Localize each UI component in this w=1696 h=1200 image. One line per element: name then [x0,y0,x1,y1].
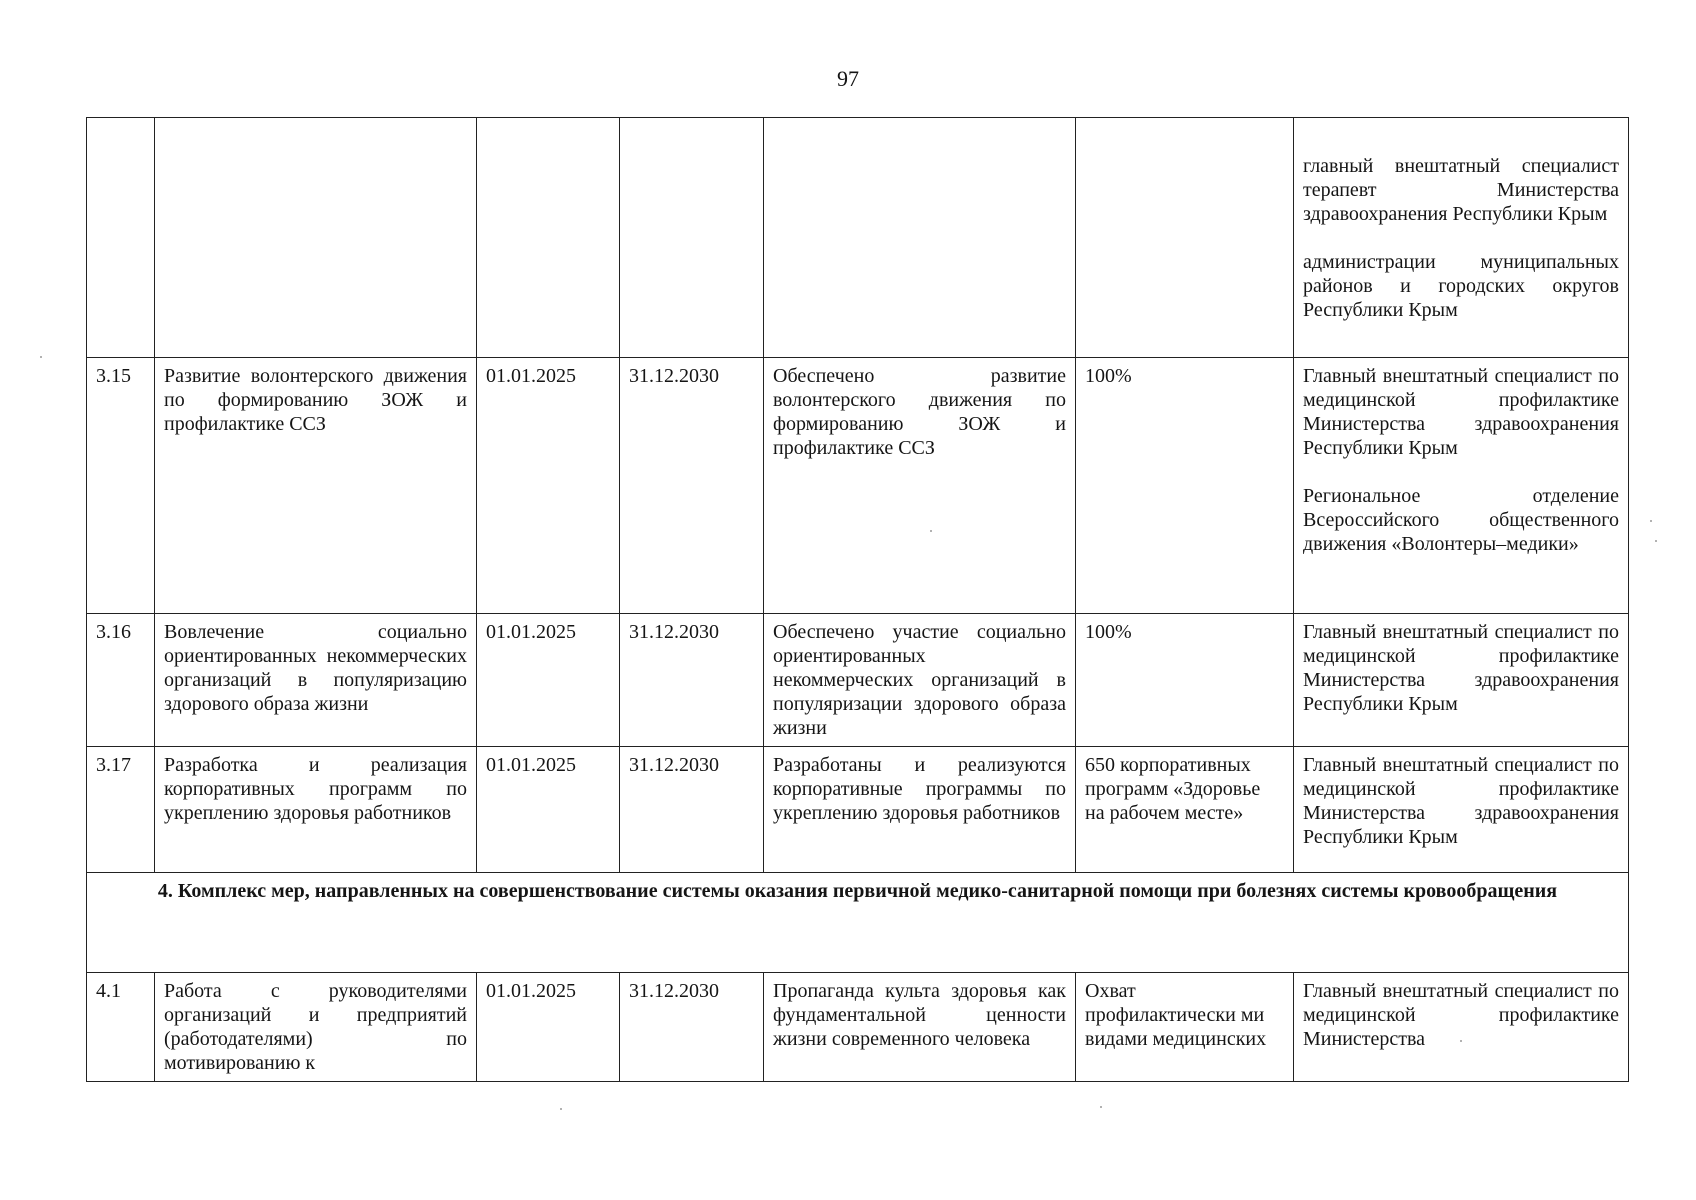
scan-speck [930,530,932,532]
table-row-continuation [87,118,1629,358]
responsible-cell [1294,358,1629,614]
start-date-cell: 01.01.2025 [477,973,620,1082]
scan-speck [560,1108,562,1110]
start-date-cell: 01.01.2025 [477,614,620,747]
responsible-cell [1294,118,1629,358]
measures-table [86,117,1629,1082]
result-cell: Обеспечено участие социально ориентированных некоммерческих организаций в популяризации здорового образа жизни [764,614,1076,747]
scan-speck [1460,1040,1462,1042]
result-cell: Разработаны и реализуются корпоративные программы по укреплению здоровья работников [764,747,1076,873]
end-date-cell: 31.12.2030 [620,614,764,747]
responsible-cell [1294,614,1629,747]
end-date-cell [620,118,764,358]
end-date-cell: 31.12.2030 [620,973,764,1082]
indicator-cell [1076,118,1294,358]
start-date-cell [477,118,620,358]
measure-name-cell [155,118,477,358]
indicator-cell: 650 корпоративных программ «Здоровье на рабочем месте» [1076,747,1294,873]
responsible-cell [1294,747,1629,873]
table-row-3-17 [87,747,1629,873]
row-number-cell: 3.15 [87,358,155,614]
end-date-cell: 31.12.2030 [620,747,764,873]
responsible-entry: Главный внештатный специалист по медицинской профилактике Министерства здравоохранения Республики Крым [1303,365,1619,459]
row-number-cell: 3.16 [87,614,155,747]
table-row-3-15 [87,358,1629,614]
table-row-3-16 [87,614,1629,747]
end-date-cell: 31.12.2030 [620,358,764,614]
responsible-entry: главный внештатный специалист терапевт Министерства здравоохранения Республики Крым [1303,155,1619,225]
responsible-entry: Главный внештатный специалист по медицинской профилактике Министерства [1303,980,1619,1050]
page-number: 97 [837,66,859,91]
row-number-cell: 3.17 [87,747,155,873]
responsible-entry: Главный внештатный специалист по медицинской профилактике Министерства здравоохранения Республики Крым [1303,621,1619,715]
indicator-cell: 100% [1076,614,1294,747]
responsible-cell [1294,973,1629,1082]
result-cell: Пропаганда культа здоровья как фундаментальной ценности жизни современного человека [764,973,1076,1082]
table-row-4-1 [87,973,1629,1082]
section-heading: 4. Комплекс мер, направленных на совершенствование системы оказания первичной медико-санитарной помощи при болезнях системы кровообращения [87,873,1629,973]
scan-speck [1650,520,1652,522]
start-date-cell: 01.01.2025 [477,747,620,873]
row-number-cell [87,118,155,358]
scan-speck [1655,540,1657,542]
measure-name-cell: Работа с руководителями организаций и предприятий (работодателями) по мотивированию к [155,973,477,1082]
scan-speck [40,356,42,358]
measure-name-cell: Разработка и реализация корпоративных программ по укреплению здоровья работников [155,747,477,873]
section-heading-row [87,873,1629,973]
measure-name-cell: Вовлечение социально ориентированных некоммерческих организаций в популяризацию здорового образа жизни [155,614,477,747]
responsible-entry: администрации муниципальных районов и городских округов Республики Крым [1303,251,1619,321]
row-number-cell: 4.1 [87,973,155,1082]
responsible-entry: Главный внештатный специалист по медицинской профилактике Министерства здравоохранения Республики Крым [1303,754,1619,848]
measure-name-cell: Развитие волонтерского движения по формированию ЗОЖ и профилактике ССЗ [155,358,477,614]
responsible-entry: Региональное отделение Всероссийского общественного движения «Волонтеры–медики» [1303,485,1619,555]
start-date-cell: 01.01.2025 [477,358,620,614]
result-cell: Обеспечено развитие волонтерского движения по формированию ЗОЖ и профилактике ССЗ [764,358,1076,614]
result-cell [764,118,1076,358]
scan-speck [1100,1106,1102,1108]
indicator-cell: 100% [1076,358,1294,614]
indicator-cell: Охват профилактически ми видами медицинских [1076,973,1294,1082]
